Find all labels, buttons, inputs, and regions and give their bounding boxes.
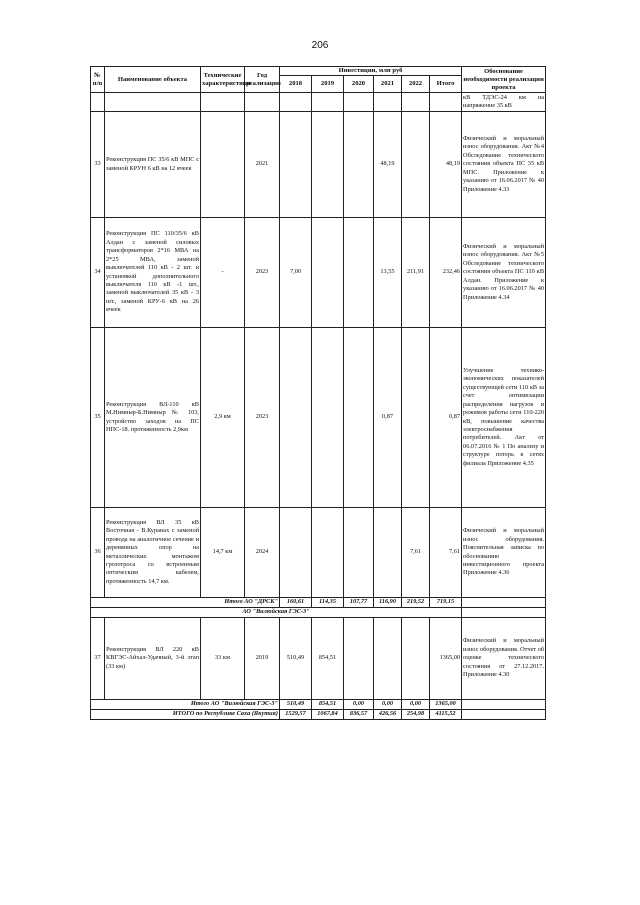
justification-cell: кВ ТДЭС-24 км на напряжение 35 кВ <box>462 93 546 112</box>
impl-year: 2024 <box>245 508 280 598</box>
total-2021: 116,90 <box>374 598 402 608</box>
row-num: 37 <box>91 618 105 700</box>
object-name: Реконструкция ВЛ 220 кВ КВГЭС-Айхал-Удачный, 3-й этап (33 км) <box>105 618 201 700</box>
value-total: 0,87 <box>430 328 462 508</box>
total-2018: 510,49 <box>280 700 312 710</box>
tech-spec: 33 км <box>201 618 245 700</box>
table-row-carry <box>91 93 546 112</box>
justification-cell: Физический и моральный износ оборудования. Акт №4 Обследование технического состояния объекта ПС 35 кВ МПС. Приложение к указанию от 16.06.2017 № 40 Приложение 4.33 <box>462 112 546 218</box>
value-2022: 7,61 <box>402 508 430 598</box>
col-invest-header: Инвестиции, млн руб <box>280 67 462 76</box>
table-row <box>91 218 546 328</box>
row-num: 36 <box>91 508 105 598</box>
value-2019: 854,51 <box>312 618 344 700</box>
total-2019: 114,35 <box>312 598 344 608</box>
total-label: ИТОГО по Республике Саха (Якутия) <box>91 710 280 720</box>
total-2020: 836,57 <box>344 710 374 720</box>
total-2020: 0,00 <box>344 700 374 710</box>
value-2019 <box>312 218 344 328</box>
total-sum: 719,15 <box>430 598 462 608</box>
value-total: 1365,00 <box>430 618 462 700</box>
object-name: Реконструкция ПС 110/35/6 кВ Алдан с заменой силовых трансформаторов 2*16 МВА на 2*25 МВА, заменой выключателей 110 кВ - 2 шт. и установкой дополнительного выключателя 110 кВ -1 шт., заменой выключателей 35 кВ - 3 шт., заменой КРУ-6 кВ на 26 ячеек <box>105 218 201 328</box>
row-num: 35 <box>91 328 105 508</box>
col-tech-header: Технические характеристики <box>201 67 245 93</box>
total-2021: 426,56 <box>374 710 402 720</box>
value-2020 <box>344 508 374 598</box>
total-row-vilyui <box>91 700 546 710</box>
section-header-row <box>91 608 546 618</box>
row-num: 33 <box>91 112 105 218</box>
total-2019: 1067,84 <box>312 710 344 720</box>
col-year-header: Год реализации <box>245 67 280 93</box>
object-name: Реконструкция ВЛ-110 кВ М.Нимныр-Б.Нимныр № 103, устройство заходов на ПС НПС-18. протяженность 2,9км <box>105 328 201 508</box>
value-2019 <box>312 508 344 598</box>
header-row <box>91 67 546 76</box>
value-2018 <box>280 328 312 508</box>
total-row-drsk <box>91 598 546 608</box>
impl-year: 2023 <box>245 218 280 328</box>
tech-spec <box>201 112 245 218</box>
year-header-2018: 2018 <box>280 76 312 93</box>
value-2021: 48,19 <box>374 112 402 218</box>
tech-spec: 2,9 км <box>201 328 245 508</box>
total-label: Итого АО "ДРСК" <box>91 598 280 608</box>
value-2020 <box>344 112 374 218</box>
year-header-2021: 2021 <box>374 76 402 93</box>
justification-cell: Физический и моральный износ оборудования. Отчет об оценке технического состояния от 27.12.2017. Приложение 4.30 <box>462 618 546 700</box>
total-2022: 254,98 <box>402 710 430 720</box>
value-total: 232,46 <box>430 218 462 328</box>
value-2018 <box>280 112 312 218</box>
total-sum: 4115,52 <box>430 710 462 720</box>
table-row <box>91 112 546 218</box>
justification-cell: Улучшение технико-экономических показателей существующей сети 110 кВ за счет оптимизации распределения нагрузок и режимов работы сети 110-220 кВ, повышение качества электроснабжения потребителей. Акт от 06.07.2016 № 1 По анализу и структуре потерь в сетях филиала Приложение 4.35 <box>462 328 546 508</box>
col-num-header: № п/п <box>91 67 105 93</box>
value-total: 7,61 <box>430 508 462 598</box>
row-num: 34 <box>91 218 105 328</box>
value-2019 <box>312 328 344 508</box>
impl-year: 2021 <box>245 112 280 218</box>
tech-spec: - <box>201 218 245 328</box>
value-2019 <box>312 112 344 218</box>
justification-cell: Физический и моральный износ оборудования. Пояснительная записка по обоснованию инвестиционного проекта Приложение 4.36 <box>462 508 546 598</box>
value-2022 <box>402 328 430 508</box>
value-2018: 510,49 <box>280 618 312 700</box>
value-2018: 7,00 <box>280 218 312 328</box>
investment-table <box>90 66 546 720</box>
value-2022: 211,91 <box>402 218 430 328</box>
value-2021 <box>374 618 402 700</box>
total-row-yakutia <box>91 710 546 720</box>
impl-year: 2019 <box>245 618 280 700</box>
col-justification-header: Обоснование необходимости реализации проекта <box>463 67 544 91</box>
total-2018: 1529,57 <box>280 710 312 720</box>
year-header-2020: 2020 <box>344 76 374 93</box>
value-2020 <box>344 328 374 508</box>
value-2022 <box>402 618 430 700</box>
justification-cell: Физический и моральный износ оборудования. Акт №5 Обследование технического состояния объекта ПС 110 кВ Алдан. Приложение к указанию от 16.06.2017 № 40 Приложение 4.34 <box>462 218 546 328</box>
col-name-header: Наименование объекта <box>105 67 201 93</box>
total-2020: 107,77 <box>344 598 374 608</box>
value-2018 <box>280 508 312 598</box>
tech-spec: 14,7 км <box>201 508 245 598</box>
year-header-2019: 2019 <box>312 76 344 93</box>
table-row <box>91 328 546 508</box>
object-name: Реконструкция ВЛ 35 кВ Восточная - В.Куранах с заменой провода на аналогичное сечение и деревянных опор на металлические. монтажом грозотроса со встроенным оптическим кабелем, протяженность 14,7 км. <box>105 508 201 598</box>
value-2020 <box>344 218 374 328</box>
value-2020 <box>344 618 374 700</box>
total-2022: 0,00 <box>402 700 430 710</box>
total-2022: 219,52 <box>402 598 430 608</box>
value-total: 48,19 <box>430 112 462 218</box>
value-2021: 13,55 <box>374 218 402 328</box>
object-name: Реконструкция ПС 35/6 кВ МПС с заменой КРУН 6 кВ на 12 ячеек <box>105 112 201 218</box>
total-2021: 0,00 <box>374 700 402 710</box>
total-2018: 160,61 <box>280 598 312 608</box>
year-header-2022: 2022 <box>402 76 430 93</box>
table-row <box>91 618 546 700</box>
impl-year: 2023 <box>245 328 280 508</box>
value-2022 <box>402 112 430 218</box>
table-row <box>91 508 546 598</box>
value-2021 <box>374 508 402 598</box>
value-2021: 0,87 <box>374 328 402 508</box>
total-sum: 1365,00 <box>430 700 462 710</box>
section-title: АО "Вилюйская ГЭС-3" <box>91 608 462 618</box>
total-2019: 854,51 <box>312 700 344 710</box>
year-header-total: Итого <box>430 76 462 93</box>
page-number: 206 <box>311 40 329 51</box>
total-label: Итого АО "Вилюйская ГЭС-3" <box>91 700 280 710</box>
